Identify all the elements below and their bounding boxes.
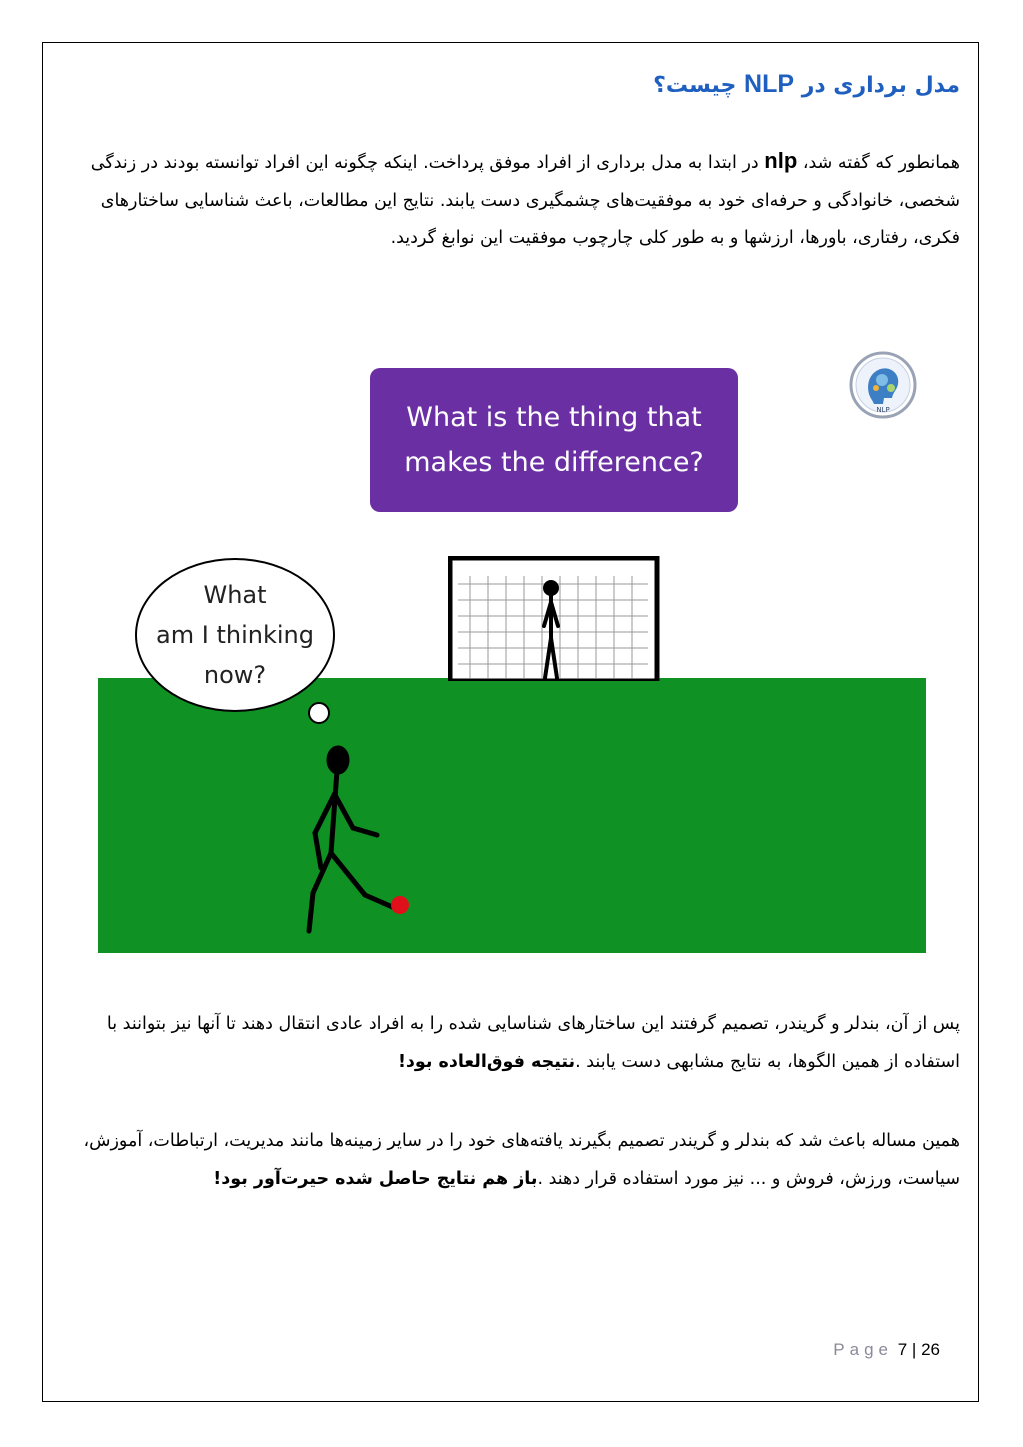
- grass-field: [98, 678, 926, 953]
- title-text-post: چیست؟: [653, 73, 745, 98]
- paragraph-intro: [66, 142, 960, 258]
- thought-line-3: now?: [203, 661, 267, 689]
- section-title: [70, 70, 960, 99]
- page-footer: [650, 1340, 940, 1360]
- page-current: 7: [897, 1340, 908, 1359]
- kicker-figure: [293, 743, 423, 953]
- page-separator: |: [911, 1340, 917, 1359]
- question-line-2: makes the difference?: [404, 447, 704, 478]
- paragraph-transfer-text: پس از آن، بندلر و گریندر، تصمیم گرفتند این ساختارهای شناسایی شده را به افراد عادی انتقال دهند تا آنها نیز بتوانند با استفاده از همین الگوها، به نتایج مشابهی دست یابند .: [106, 1014, 960, 1072]
- paragraph-applications-text: همین مساله باعث شد که بندلر و گریندر تصمیم بگیرند یافته‌های خود را در سایر زمینه‌ها مانند مدیریت، ارتباطات، آموزش، سیاست، ورزش، فروش و ... نیز مورد استفاده قرار دهند .: [83, 1131, 960, 1189]
- question-text: [394, 395, 714, 485]
- question-line-1: What is the thing that: [406, 402, 702, 433]
- paragraph-applications-bold: باز هم نتایج حاصل شده حیرت‌آور بود!: [213, 1168, 538, 1189]
- paragraph-intro-brand: nlp: [764, 148, 798, 173]
- paragraph-intro-pre: همانطور که گفته شد،: [797, 153, 960, 173]
- paragraph-transfer: [66, 1006, 960, 1081]
- illustration: [98, 343, 926, 953]
- paragraph-applications: [66, 1123, 960, 1198]
- nlp-logo-label: NLP: [876, 406, 890, 414]
- thought-text: [145, 575, 325, 695]
- title-text-pre: مدل برداری در: [794, 73, 960, 98]
- thought-bubble: [135, 558, 335, 712]
- nlp-logo-icon: [848, 350, 918, 420]
- page-word: Page: [833, 1340, 893, 1359]
- question-box: [370, 368, 738, 512]
- thought-line-1: What: [203, 581, 267, 609]
- ball: [391, 896, 409, 914]
- goal-with-keeper: [448, 556, 660, 681]
- paragraph-intro-post: در ابتدا به مدل برداری از افراد موفق پرداخت. اینکه چگونه این افراد توانسته بودند در زندگی شخصی، خانوادگی و حرفه‌ای خود به موفقیت‌های چشمگیری دست یابند. نتایج این مطالعات، باعث شناسایی ساختارهای فکری، رفتاری، باورها، ارزشها و به طور کلی چارچوب موفقیت این نوابغ گردید.: [90, 153, 960, 248]
- nlp-logo: [848, 350, 918, 420]
- thought-bubble-dot: [308, 702, 330, 724]
- page-total: 26: [921, 1340, 940, 1359]
- paragraph-transfer-bold: نتیجه فوق‌العاده بود!: [397, 1051, 576, 1072]
- title-brand: NLP: [744, 70, 795, 98]
- thought-line-2: am I thinking: [156, 621, 314, 649]
